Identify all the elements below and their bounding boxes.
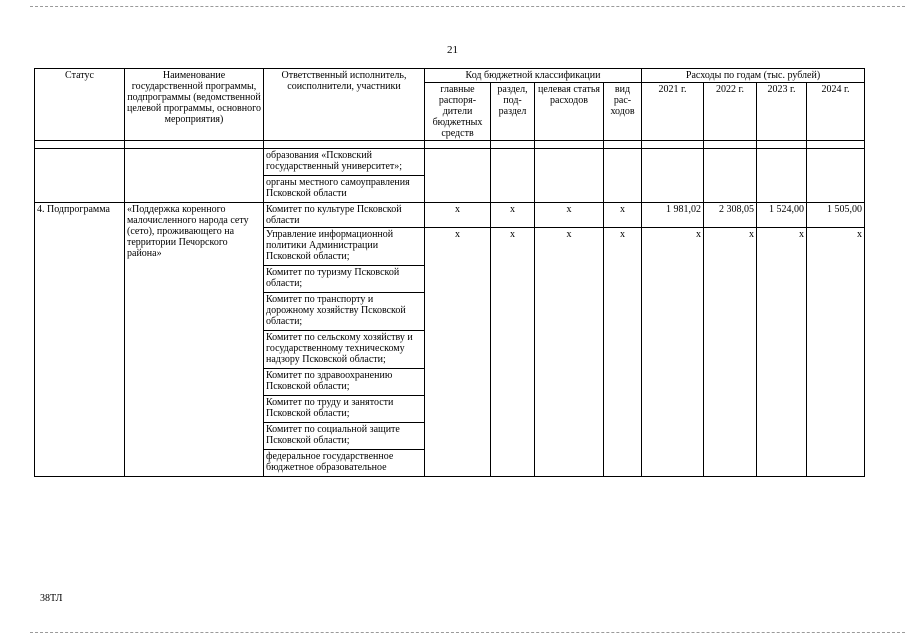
page-number: 21 [447, 44, 458, 56]
scan-edge-top [30, 6, 905, 7]
participants-2023: x [757, 228, 807, 477]
participants-2022: x [704, 228, 757, 477]
header-2022: 2022 г. [704, 83, 757, 141]
header-2021: 2021 г. [642, 83, 704, 141]
subprogram-vr: x [604, 203, 642, 228]
participant-item: Комитет по здравоохранению Псковской области; [264, 368, 424, 395]
subprogram-2021: 1 981,02 [642, 203, 704, 228]
subprogram-name: «Поддержка коренного малочисленного народа сету (сето), проживающего на территории Печорского района» [125, 203, 264, 477]
participants-csr: x [535, 228, 604, 477]
subprogram-executor: Комитет по культуре Псковской области [264, 203, 425, 228]
header-executor: Ответственный исполнитель, соисполнители, участники [264, 69, 425, 141]
continuation-line: образования «Псковский государственный университет»; [266, 150, 403, 172]
participant-item: федеральное государственное бюджетное образовательное [264, 449, 424, 476]
participants-rzpr: x [491, 228, 535, 477]
subprogram-grbs: x [425, 203, 491, 228]
scan-edge-bottom [30, 632, 905, 633]
header-name: Наименование государственной программы, подпрограммы (ведомственной целевой программы, основного мероприятия) [125, 69, 264, 141]
header-2024: 2024 г. [807, 83, 865, 141]
continuation-executors [264, 149, 425, 203]
subprogram-rzpr: x [491, 203, 535, 228]
continuation-line: органы местного самоуправления Псковской области [264, 175, 424, 202]
participant-item: Комитет по труду и занятости Псковской области; [264, 395, 424, 422]
header-csr: целевая статья расходов [535, 83, 604, 141]
participants-2024: x [807, 228, 865, 477]
participants-grbs: x [425, 228, 491, 477]
header-expenses-by-year: Расходы по годам (тыс. рублей) [642, 69, 865, 83]
subprogram-2022: 2 308,05 [704, 203, 757, 228]
subprogram-2024: 1 505,00 [807, 203, 865, 228]
participants-list [264, 228, 425, 477]
participants-2021: x [642, 228, 704, 477]
header-vr: вид рас-ходов [604, 83, 642, 141]
participant-item: Комитет по транспорту и дорожному хозяйству Псковской области; [264, 292, 424, 330]
header-budget-classification: Код бюджетной классификации [425, 69, 642, 83]
budget-table [34, 68, 865, 477]
spacer-row [35, 141, 865, 149]
participant-item: Комитет по туризму Псковской области; [264, 265, 424, 292]
participant-item: Комитет по сельскому хозяйству и государственному техническому надзору Псковской области; [264, 330, 424, 368]
header-row-1 [35, 69, 865, 83]
header-grbs: главные распоря-дители бюджетных средств [425, 83, 491, 141]
subprogram-row [35, 203, 865, 228]
participants-vr: x [604, 228, 642, 477]
header-rzpr: раздел, под-раздел [491, 83, 535, 141]
subprogram-status: 4. Подпрограмма [35, 203, 125, 477]
participant-item: Управление информационной политики Администрации Псковской области; [266, 229, 394, 262]
header-status: Статус [35, 69, 125, 141]
subprogram-csr: x [535, 203, 604, 228]
footer-document-code: 38ТЛ [40, 593, 63, 604]
participant-item: Комитет по социальной защите Псковской области; [264, 422, 424, 449]
header-2023: 2023 г. [757, 83, 807, 141]
subprogram-2023: 1 524,00 [757, 203, 807, 228]
continuation-row [35, 149, 865, 203]
